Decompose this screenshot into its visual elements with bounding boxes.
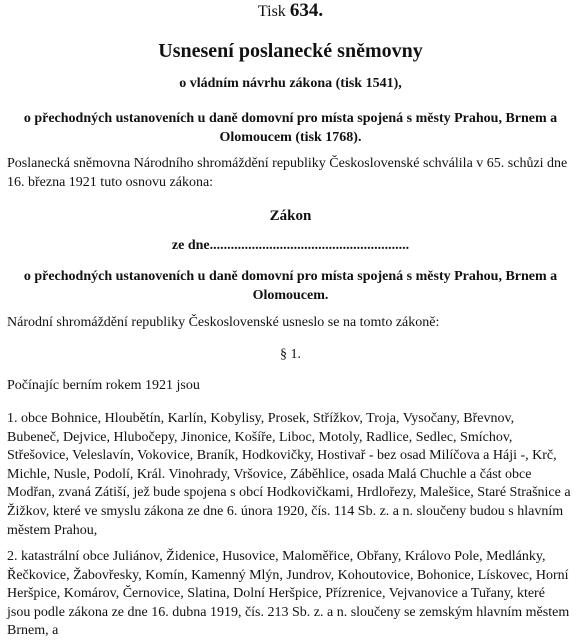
section-mark: § 1. (280, 347, 301, 362)
enacting-clause: Národní shromáždění republiky Československé usneslo se na tomto zákoně: (7, 315, 440, 330)
list-item-brno: 2. katastrální obce Juliánov, Židenice, Husovice, Maloměřice, Obřany, Královo Pole, Medlánky, Řečkovice, Žabovřesky, Komín, Kamenný Mlýn, Jundrov, Kohoutovice, Bohonice, Lískovec, Horní Heršpice, Komárov, Černovice, Slatina, Dolní Heršpice, Přízrenice, Vejvanovice a Tuřany, které jsou podle zákona ze dne 16. dubna 1919, čís. 213 Sb. z. a n. sloučeny se zemským hlavním městem Brnem, a (7, 549, 570, 639)
subtitle-bill-subject: o přechodných ustanoveních u daně domovní pro místa spojená s městy Prahou, Brnem a Olomoucem (tisk 1768). (23, 111, 558, 145)
list-item-prague: 1. obce Bohnice, Hloubětín, Karlín, Kobylisy, Prosek, Střížkov, Troja, Vysočany, Břevnov, Bubeneč, Dejvice, Hlubočepy, Jinonice, Košíře, Liboc, Motoly, Radlice, Sedlec, Smíchov, Střešovice, Veleslavín, Vokovice, Braník, Hodkovičky, Hostivař - bez osad Milíčova a Háji -, Krč, Michle, Nusle, Podolí, Král. Vinohrady, Vršovice, Záběhlice, osada Malá Chuchle a část obce Modřan, zvaná Zátiší, jež bude spojena s obcí Hodkovičkami, Hrdlořezy, Malešice, Staré Strašnice a Žižkov, které ve smyslu zákona ze dne 6. února 1920, čís. 114 Sb. z. a n. sloučeny budou s hlavním městem Prahou, (7, 411, 571, 538)
print-number: 634. (289, 0, 324, 21)
law-heading: Zákon (269, 208, 312, 224)
section-intro: Počínajíc berním rokem 1921 jsou (7, 378, 200, 393)
law-subject: o přechodných ustanoveních u daně domovní pro místa spojená s městy Prahou, Brnem a Olomoucem. (23, 269, 558, 303)
print-label: Tisk (257, 3, 286, 20)
subtitle-government-bill: o vládním návrhu zákona (tisk 1541), (179, 76, 402, 91)
document-title: Usnesení poslanecké sněmovny (158, 40, 423, 62)
intro-paragraph: Poslanecká sněmovna Národního shromáždění republiky Československé schválila v 65. schůzi dne 16. března 1921 tuto osnovu zákona: (7, 156, 568, 190)
law-date-line: ze dne......................................................... (171, 238, 410, 253)
print-number-header (0, 1, 581, 22)
